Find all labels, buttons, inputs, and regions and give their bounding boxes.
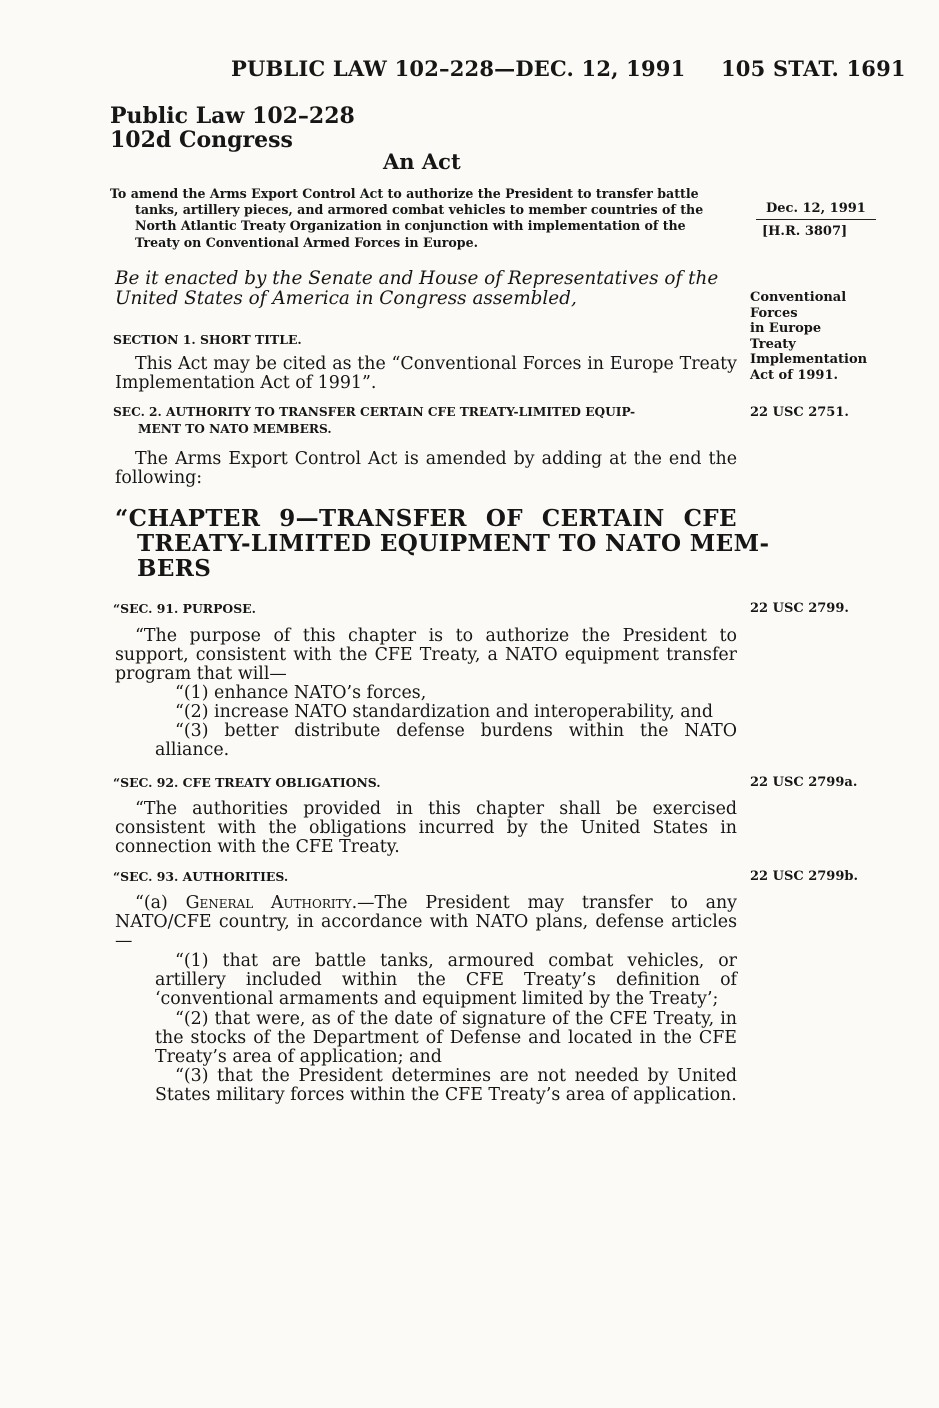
chapter-word: 9—TRANSFER xyxy=(279,505,467,532)
section-91-item: “(1) enhance NATO’s forces, xyxy=(175,683,427,703)
congress-label: 102d Congress xyxy=(110,127,293,153)
subsection-a-caption: General Authority. xyxy=(185,893,358,913)
subsection-a-prefix: “(a) xyxy=(135,893,168,913)
section-93-item: “(1) that are battle tanks, armoured combat vehicles, or artillery included within the CFE Treaty’s definition of ‘conventional armaments and equipment limited by the Treaty’; xyxy=(155,951,737,1009)
margin-note-line: Treaty xyxy=(750,336,796,352)
long-title-line: tanks, artillery pieces, and armored combat vehicles to member countries of the xyxy=(135,202,704,218)
section-2-heading-cont: MENT TO NATO MEMBERS. xyxy=(138,422,332,436)
act-heading: An Act xyxy=(383,149,461,174)
running-header-title: PUBLIC LAW 102–228—DEC. 12, 1991 xyxy=(231,56,686,81)
chapter-word: OF xyxy=(485,505,523,532)
long-title-line: North Atlantic Treaty Organization in conjunction with implementation of the xyxy=(135,218,686,234)
section-2-text: The Arms Export Control Act is amended by adding at the end the following: xyxy=(115,449,737,488)
section-2-heading: SEC. 2. AUTHORITY TO TRANSFER CERTAIN CFE TREATY-LIMITED EQUIP- xyxy=(113,405,636,419)
margin-note-short-title xyxy=(750,290,867,383)
margin-usc-2799a: 22 USC 2799a. xyxy=(750,775,858,790)
enactment-date: Dec. 12, 1991 xyxy=(756,200,876,220)
margin-usc-2799: 22 USC 2799. xyxy=(750,601,849,616)
section-92-text: “The authorities provided in this chapter shall be exercised consistent with the obligations incurred by the United States in connection with the CFE Treaty. xyxy=(115,799,737,857)
margin-usc-2751: 22 USC 2751. xyxy=(750,405,849,420)
section-1-heading: SECTION 1. SHORT TITLE. xyxy=(113,332,302,347)
long-title xyxy=(110,186,736,251)
long-title-line: Treaty on Conventional Armed Forces in Europe. xyxy=(135,234,478,250)
chapter-word: CERTAIN xyxy=(541,505,665,532)
section-91-item: “(2) increase NATO standardization and interoperability, and xyxy=(175,702,713,722)
chapter-heading-line xyxy=(115,506,737,531)
chapter-heading-line: BERS xyxy=(137,555,212,582)
bill-number: [H.R. 3807] xyxy=(762,224,848,239)
chapter-heading-line: TREATY-LIMITED EQUIPMENT TO NATO MEM- xyxy=(137,530,770,557)
long-title-line: To amend the Arms Export Control Act to authorize the President to transfer battle xyxy=(110,186,699,201)
section-93-item: “(3) that the President determines are not needed by United States military forces within the CFE Treaty’s area of application. xyxy=(155,1066,737,1105)
margin-usc-2799b: 22 USC 2799b. xyxy=(750,869,859,884)
section-1-text: This Act may be cited as the “Conventional Forces in Europe Treaty Implementation Act of 1991”. xyxy=(115,354,737,393)
margin-note-line: Conventional xyxy=(750,290,847,305)
chapter-word: “CHAPTER xyxy=(115,505,261,532)
section-93-heading: “SEC. 93. AUTHORITIES. xyxy=(113,869,289,884)
enacting-clause: Be it enacted by the Senate and House of Representatives of the United States of America in Congress assembled, xyxy=(115,268,719,309)
section-91-text: “The purpose of this chapter is to authorize the President to support, consistent with the CFE Treaty, a NATO equipment transfer program that will— xyxy=(115,626,737,684)
section-93-subsection-a xyxy=(115,894,737,951)
margin-note-line: Implementation xyxy=(750,352,868,367)
section-91-item: “(3) better distribute defense burdens within the NATO alliance. xyxy=(155,721,737,760)
subsection-a-text: —The President may transfer to any NATO/CFE country, in accordance with NATO plans, defense articles— xyxy=(115,893,738,951)
chapter-heading xyxy=(115,505,770,582)
stat-page-number: 105 STAT. 1691 xyxy=(721,56,906,81)
enactment-date-box xyxy=(756,200,876,240)
chapter-word: CFE xyxy=(683,505,737,532)
margin-note-line: in Europe xyxy=(750,321,822,336)
margin-note-line: Act of 1991. xyxy=(750,367,839,383)
section-91-heading: “SEC. 91. PURPOSE. xyxy=(113,601,256,616)
section-92-heading: “SEC. 92. CFE TREATY OBLIGATIONS. xyxy=(113,775,381,790)
public-law-number: Public Law 102–228 xyxy=(110,103,355,129)
margin-note-line: Forces xyxy=(750,305,798,321)
section-93-item: “(2) that were, as of the date of signature of the CFE Treaty, in the stocks of the Department of Defense and located in the CFE Treaty’s area of application; and xyxy=(155,1009,737,1067)
